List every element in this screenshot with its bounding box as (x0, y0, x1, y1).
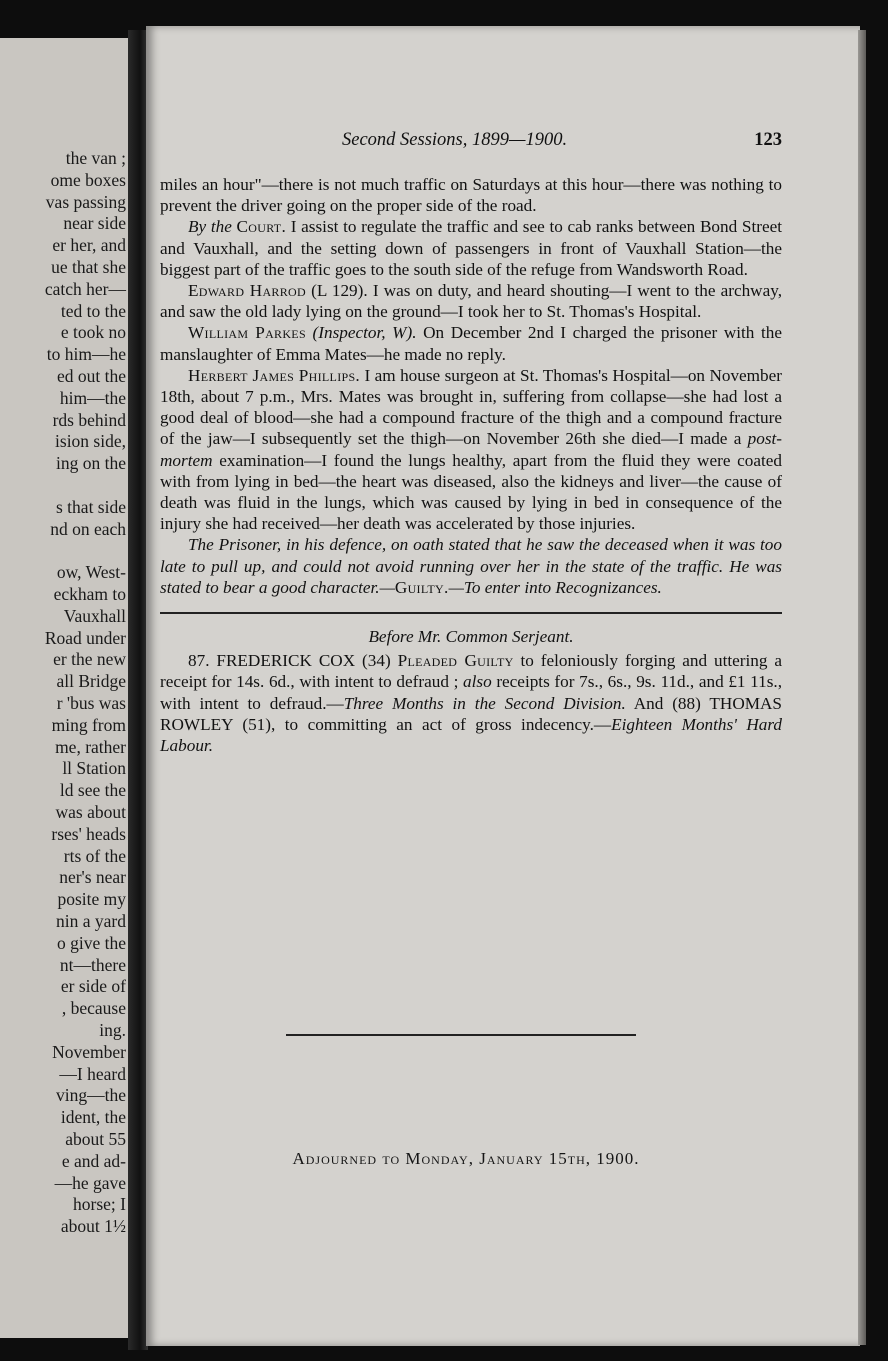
left-page-line: ision side, (55, 431, 126, 452)
left-page-line: about 55 (65, 1129, 126, 1149)
paragraph-continuation: miles an hour"—there is not much traffic on Saturdays at this hour—there was nothing to prevent the driver going on the proper side of the road. (160, 175, 782, 216)
left-page-line: er side of (60, 976, 126, 997)
left-page-line: horse; I (73, 1194, 126, 1215)
header-title: Second Sessions, 1899—1900. (342, 130, 568, 150)
paragraph-case-87 (160, 650, 782, 756)
sentence-text: —To enter into Recognizances. (448, 577, 662, 597)
sentence-2: Eighteen Months' Hard Labour. (160, 714, 782, 756)
paragraph-parkes (160, 322, 782, 364)
left-page-line: eckham to (53, 584, 126, 604)
witness-testimony-cont: examination—I found the lungs healthy, apart from the fluid they were coated with from lying in bed—the heart was diseased, also the kidneys and liver—the cause of death was fluid in the lungs, which was caused by lying in bed in consequence of the injury she had received—her death was accelerated by those injuries. (160, 450, 782, 534)
court-testimony: I assist to regulate the traffic and see to cab ranks between Bond Street and Vauxhall, and the setting down of passengers in front of Vauxhall Station—the biggest part of the traffic goes to the south side of the refuge from Wandsworth Road. (160, 217, 782, 279)
witness-name: William Parkes (188, 323, 306, 343)
witness-testimony: I am house surgeon at St. Thomas's Hospital—on November 18th, about 7 p.m., Mrs. Mates was brought in, suffering from collapse—she had lost a good deal of blood—she had a compound fracture of the thigh and a compound fracture of the jaw—I subsequently set the thigh—on November 26th she died—I made a (160, 365, 782, 449)
left-page-line: r 'bus was (56, 693, 126, 713)
left-page-line: vas passing (45, 191, 126, 212)
left-page-line: nin a yard (56, 911, 126, 931)
case-defendant: 87. FREDERICK COX (34) (188, 651, 398, 671)
left-page-line: posite my (57, 889, 126, 910)
running-header (146, 130, 860, 156)
section-divider (160, 612, 782, 614)
left-page-line: near side (63, 213, 126, 234)
left-page-line: me, rather (55, 736, 126, 757)
left-page-line: —he gave (54, 1172, 126, 1193)
left-page-line: rds behind (52, 409, 126, 430)
left-page-line: November (52, 1041, 126, 1062)
left-page-line: o give the (56, 932, 126, 953)
witness-name: Herbert James Phillips. (188, 365, 361, 385)
left-page-line: about 1½ (60, 1216, 126, 1237)
end-rule (286, 1034, 636, 1036)
left-page-line: nd on each (50, 518, 126, 539)
left-page (0, 38, 132, 1338)
page-edge (858, 30, 866, 1345)
left-page-line: nt—there (59, 954, 126, 975)
charge-text: to feloniously forging and uttering a receipt for 14s. 6d., with intent to defraud ; (160, 651, 782, 692)
left-page-line: rses' heads (51, 823, 126, 844)
left-page-line: s that side (56, 496, 126, 517)
also-term: also (463, 672, 492, 692)
left-page-line: ome boxes (50, 169, 126, 190)
left-page-line: er the new (53, 649, 126, 670)
by-the-label: By the (188, 217, 232, 237)
page-number: 123 (754, 130, 782, 150)
left-page-line: all Bridge (56, 671, 126, 692)
left-page-line: Vauxhall (63, 605, 126, 626)
left-page-line: e took no (60, 322, 126, 343)
left-page-line: ed out the (56, 366, 126, 386)
witness-testimony: I was on duty, and heard shouting—I went to the archway, and saw the old lady lying on the ground—I took her to St. Thomas's Hospital. (160, 281, 782, 322)
left-page-line: ner's near (59, 867, 126, 888)
left-page-line: ing. (99, 1020, 126, 1040)
case-88-text: And (88) THOMAS ROWLEY (51), to committing an act of gross indecency.— (160, 693, 782, 734)
sentence-1: Three Months in the Second Division. (343, 693, 626, 713)
witness-role: (L 129). (305, 281, 368, 301)
right-page (146, 26, 860, 1346)
page-content (160, 174, 782, 756)
left-page-line: to him—he (46, 344, 126, 365)
left-page-line: ming from (51, 714, 126, 735)
court-label: Court. (236, 217, 287, 237)
verdict-label: Guilty. (394, 577, 449, 597)
left-page-line: him—the (59, 387, 126, 408)
left-page-line: , because (61, 998, 126, 1019)
witness-name: Edward Harrod (188, 281, 306, 301)
paragraph-verdict (160, 534, 782, 598)
left-page-line: ue that she (51, 257, 126, 277)
left-page-line: the van ; (65, 148, 126, 168)
left-page-line: catch her— (44, 278, 126, 299)
left-page-line: was about (55, 802, 126, 822)
section-heading: Before Mr. Common Serjeant. (368, 627, 574, 647)
paragraph-court (160, 216, 782, 280)
left-page-line: ident, the (60, 1107, 126, 1128)
left-page-line: ll Station (62, 758, 126, 779)
plea-label: Pleaded Guilty (397, 651, 514, 671)
left-page-line: er her, and (52, 235, 126, 256)
left-page-line: ing on the (56, 453, 126, 474)
adjournment-notice: Adjourned to Monday, January 15th, 1900. (292, 1149, 640, 1168)
witness-role: (Inspector, W). (305, 323, 417, 343)
left-page-line: ted to the (60, 300, 126, 321)
postmortem-term: post-mortem (160, 429, 782, 470)
paragraph-phillips (160, 365, 782, 535)
left-page-line: Road under (44, 627, 126, 648)
charge-text-cont: receipts for 7s., 6s., 9s. 11d., and £1 11s., with intent to defraud.— (160, 672, 782, 713)
paragraph-harrod (160, 280, 782, 322)
left-page-line: e and ad- (61, 1150, 126, 1171)
left-page-line: ow, West- (56, 562, 126, 583)
left-page-line: ving—the (56, 1085, 126, 1106)
left-page-line: —I heard (59, 1063, 126, 1084)
left-page-line: ld see the (59, 780, 126, 801)
book-gutter (128, 30, 148, 1350)
witness-testimony: On December 2nd I charged the prisoner with the manslaughter of Emma Mates—he made no reply. (160, 323, 783, 364)
defence-statement: The Prisoner, in his defence, on oath stated that he saw the deceased when it was too late to pull up, and could not avoid running over her in the state of the traffic. He was stated to bear a good character.— (160, 535, 782, 597)
left-page-line: rts of the (63, 845, 126, 866)
